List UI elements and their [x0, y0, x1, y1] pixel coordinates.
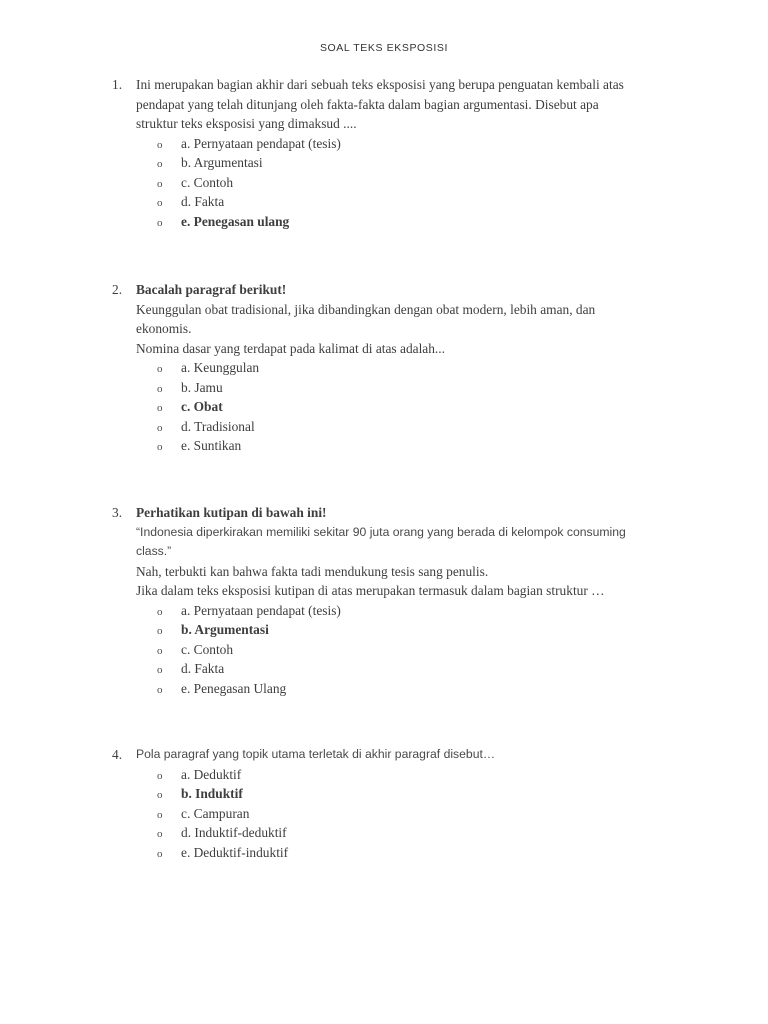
bullet-icon: o [157, 441, 163, 453]
option-text: e. Penegasan Ulang [181, 680, 287, 696]
bullet-icon: o [157, 808, 163, 821]
question-text-line: struktur teks eksposisi yang dimaksud .... [136, 116, 357, 131]
question-text-line: ekonomis. [136, 321, 192, 336]
option-text: b. Jamu [181, 379, 223, 395]
option-item-answer [0, 620, 768, 640]
bullet-icon: o [157, 177, 163, 190]
document-title: SOAL TEKS EKSPOSISI [319, 42, 449, 54]
bullet-icon: o [157, 605, 163, 618]
option-text: a. Pernyataan pendapat (tesis) [181, 602, 341, 618]
option-item [0, 640, 768, 660]
question-text-line: Ini merupakan bagian akhir dari sebuah teks eksposisi yang berupa penguatan kembali atas [136, 77, 624, 92]
question-instruction: Bacalah paragraf berikut! [136, 282, 287, 297]
option-item [0, 804, 768, 824]
option-item [0, 436, 768, 456]
bullet-icon: o [157, 625, 163, 637]
question-text-line: Pola paragraf yang topik utama terletak di akhir paragraf disebut… [136, 747, 496, 761]
option-text: e. Deduktif-induktif [181, 844, 289, 860]
quote-line: class.” [136, 544, 172, 558]
bullet-icon: o [157, 769, 163, 782]
bullet-icon: o [157, 421, 163, 434]
bullet-icon: o [157, 363, 163, 375]
bullet-icon: o [157, 138, 163, 151]
option-text: c. Contoh [181, 641, 234, 657]
option-item [0, 192, 768, 212]
option-item-answer [0, 212, 768, 232]
option-text: a. Keunggulan [181, 360, 260, 375]
option-item [0, 153, 768, 173]
option-item-answer [0, 397, 768, 417]
bullet-icon: o [157, 683, 163, 696]
option-item [0, 823, 768, 843]
option-item [0, 601, 768, 621]
bullet-icon: o [157, 847, 163, 860]
option-text: a. Pernyataan pendapat (tesis) [181, 135, 341, 151]
question-number: 3. [112, 505, 123, 520]
option-text-answer: b. Argumentasi [181, 622, 269, 637]
question-text-line: Nah, terbukti kan bahwa fakta tadi mendukung tesis sang penulis. [136, 563, 489, 579]
option-item [0, 378, 768, 398]
bullet-icon: o [157, 664, 163, 676]
option-text: b. Argumentasi [181, 155, 263, 170]
option-item [0, 659, 768, 679]
question-number: 1. [112, 77, 123, 92]
option-text: d. Fakta [181, 661, 225, 676]
question-text-line: Keunggulan obat tradisional, jika dibandingkan dengan obat modern, lebih aman, dan [136, 301, 596, 317]
question-number: 4. [112, 747, 123, 762]
option-text: c. Contoh [181, 174, 234, 190]
option-text: d. Induktif-deduktif [181, 825, 287, 840]
option-text-answer: e. Penegasan ulang [181, 213, 290, 229]
option-text-answer: b. Induktif [181, 786, 243, 801]
option-item [0, 765, 768, 785]
option-text: d. Fakta [181, 194, 225, 209]
option-item-answer [0, 784, 768, 804]
bullet-icon: o [157, 382, 163, 395]
option-item [0, 173, 768, 193]
bullet-icon: o [157, 644, 163, 657]
question-text-line: Jika dalam teks eksposisi kutipan di atas merupakan termasuk dalam bagian struktur … [136, 583, 605, 598]
option-text-answer: c. Obat [181, 399, 223, 414]
bullet-icon: o [157, 197, 163, 209]
question-text-line: pendapat yang telah ditunjang oleh fakta-fakta dalam bagian argumentasi. Disebut apa [136, 96, 599, 112]
option-item [0, 358, 768, 378]
bullet-icon: o [157, 216, 163, 229]
option-item [0, 843, 768, 863]
option-text: d. Tradisional [181, 418, 255, 434]
bullet-icon: o [157, 828, 163, 840]
option-item [0, 134, 768, 154]
quote-line: “Indonesia diperkirakan memiliki sekitar 90 juta orang yang berada di kelompok consuming [136, 524, 626, 539]
question-instruction: Perhatikan kutipan di bawah ini! [136, 505, 327, 520]
bullet-icon: o [157, 789, 163, 801]
option-item [0, 417, 768, 437]
bullet-icon: o [157, 158, 163, 170]
question-number: 2. [112, 282, 123, 297]
option-text: a. Deduktif [181, 766, 242, 782]
option-item [0, 679, 768, 699]
option-text: e. Suntikan [181, 438, 242, 453]
question-text-line: Nomina dasar yang terdapat pada kalimat di atas adalah... [136, 340, 445, 356]
bullet-icon: o [157, 402, 163, 414]
option-text: c. Campuran [181, 805, 250, 821]
